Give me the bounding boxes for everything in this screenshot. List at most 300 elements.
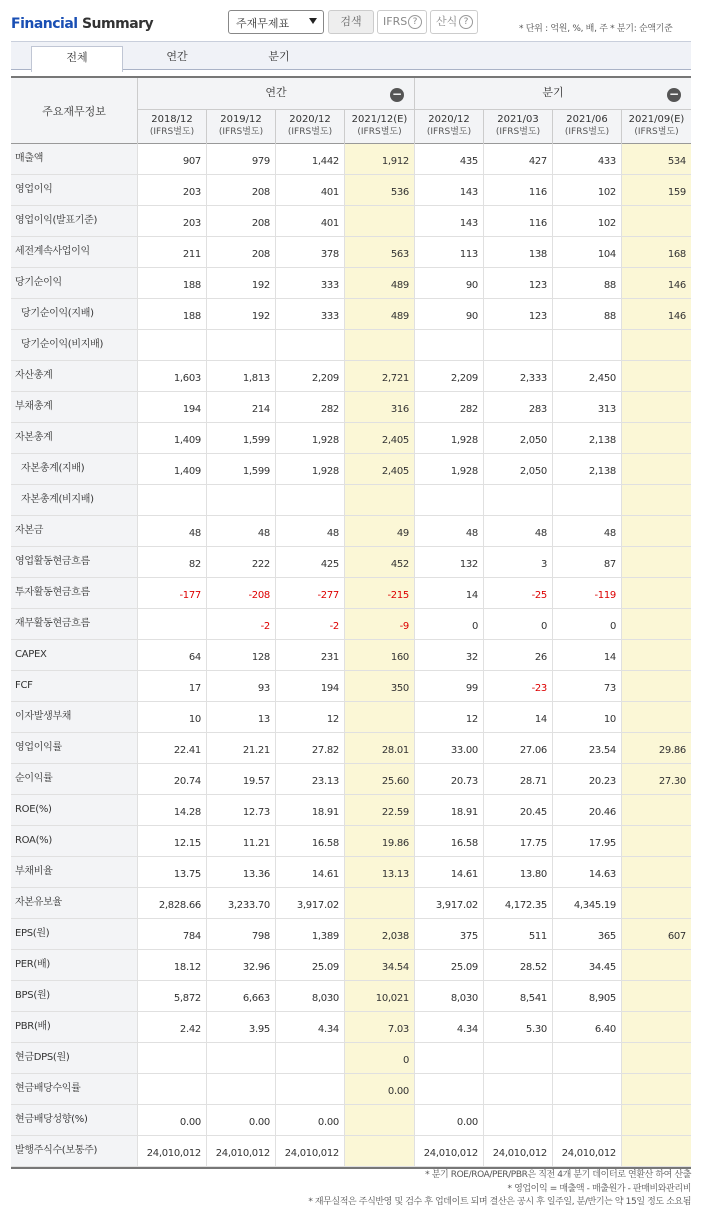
table-cell: 73 bbox=[552, 671, 621, 701]
table-row bbox=[11, 733, 691, 764]
table-cell: 93 bbox=[206, 671, 275, 701]
table-row bbox=[11, 206, 691, 237]
group-quarter-header: 분기 − bbox=[414, 78, 691, 110]
table-cell: 8,030 bbox=[275, 981, 344, 1011]
table-cell: 433 bbox=[552, 144, 621, 174]
table-cell: 2,450 bbox=[552, 361, 621, 391]
table-cell: 123 bbox=[483, 268, 552, 298]
table-cell: -277 bbox=[275, 578, 344, 608]
table-cell: 19.86 bbox=[344, 826, 414, 856]
table-cell: 2,405 bbox=[344, 454, 414, 484]
period-tabs bbox=[11, 41, 691, 70]
table-cell: 8,030 bbox=[414, 981, 483, 1011]
table-cell: 1,928 bbox=[414, 454, 483, 484]
table-cell: 6.40 bbox=[552, 1012, 621, 1042]
row-label: ROA(%) bbox=[11, 826, 137, 856]
table-cell: 132 bbox=[414, 547, 483, 577]
table-cell: 104 bbox=[552, 237, 621, 267]
table-cell: -2 bbox=[206, 609, 275, 639]
table-cell: 33.00 bbox=[414, 733, 483, 763]
table-cell: 14 bbox=[414, 578, 483, 608]
table-cell: 24,010,012 bbox=[275, 1136, 344, 1166]
row-label: 투자활동현금흐름 bbox=[11, 578, 137, 608]
table-cell: 24,010,012 bbox=[206, 1136, 275, 1166]
table-cell: 25.09 bbox=[275, 950, 344, 980]
table-cell: 1,928 bbox=[275, 423, 344, 453]
table-cell: 8,541 bbox=[483, 981, 552, 1011]
table-cell: 49 bbox=[344, 516, 414, 546]
column-header bbox=[275, 110, 344, 144]
table-cell: 14.28 bbox=[137, 795, 206, 825]
table-cell bbox=[552, 485, 621, 515]
row-label: 영업활동현금흐름 bbox=[11, 547, 137, 577]
table-cell: 563 bbox=[344, 237, 414, 267]
table-cell: 10,021 bbox=[344, 981, 414, 1011]
table-cell bbox=[621, 950, 691, 980]
table-cell: 534 bbox=[621, 144, 691, 174]
footnote: * 재무실적은 주식반영 및 검수 후 업데이트 되며 결산은 공시 후 일주일, 분/반기는 약 15일 정도 소요됨 bbox=[308, 1197, 691, 1207]
table-cell: 208 bbox=[206, 175, 275, 205]
table-cell: 0 bbox=[414, 609, 483, 639]
table-cell: 11.21 bbox=[206, 826, 275, 856]
table-cell bbox=[344, 485, 414, 515]
table-row bbox=[11, 1136, 691, 1167]
table-cell: 188 bbox=[137, 299, 206, 329]
table-cell: 113 bbox=[414, 237, 483, 267]
table-cell bbox=[621, 640, 691, 670]
table-cell: 19.57 bbox=[206, 764, 275, 794]
table-cell bbox=[275, 330, 344, 360]
table-cell: 22.59 bbox=[344, 795, 414, 825]
table-cell: 12.73 bbox=[206, 795, 275, 825]
table-cell bbox=[621, 578, 691, 608]
table-cell: 211 bbox=[137, 237, 206, 267]
table-row bbox=[11, 361, 691, 392]
table-cell bbox=[552, 1105, 621, 1135]
table-row bbox=[11, 423, 691, 454]
column-period: 2021/06 bbox=[566, 114, 608, 125]
table-cell: 102 bbox=[552, 206, 621, 236]
row-label: 자본총계(지배) bbox=[11, 454, 137, 484]
table-row bbox=[11, 547, 691, 578]
table-row bbox=[11, 857, 691, 888]
table-cell: 24,010,012 bbox=[137, 1136, 206, 1166]
tab-quarter[interactable]: 분기 bbox=[268, 50, 290, 63]
table-cell: 1,912 bbox=[344, 144, 414, 174]
table-cell: 0 bbox=[344, 1043, 414, 1073]
table-cell: 24,010,012 bbox=[414, 1136, 483, 1166]
table-cell: 18.91 bbox=[414, 795, 483, 825]
table-cell: 3,917.02 bbox=[275, 888, 344, 918]
table-cell: 13.36 bbox=[206, 857, 275, 887]
column-period: 2021/09(E) bbox=[628, 114, 685, 125]
table-cell: 17 bbox=[137, 671, 206, 701]
help-icon[interactable]: ? bbox=[459, 15, 473, 29]
table-cell bbox=[621, 392, 691, 422]
table-cell: 1,599 bbox=[206, 423, 275, 453]
row-label: 영업이익(발표기준) bbox=[11, 206, 137, 236]
table-cell: 425 bbox=[275, 547, 344, 577]
row-label: 당기순이익 bbox=[11, 268, 137, 298]
table-row bbox=[11, 454, 691, 485]
table-cell bbox=[414, 330, 483, 360]
table-row bbox=[11, 1043, 691, 1074]
table-cell bbox=[621, 826, 691, 856]
table-cell: 14.63 bbox=[552, 857, 621, 887]
table-cell: 511 bbox=[483, 919, 552, 949]
table-row bbox=[11, 919, 691, 950]
table-cell: 2,209 bbox=[414, 361, 483, 391]
table-cell: 452 bbox=[344, 547, 414, 577]
table-cell bbox=[621, 1105, 691, 1135]
table-cell bbox=[621, 547, 691, 577]
table-cell: -215 bbox=[344, 578, 414, 608]
table-row bbox=[11, 795, 691, 826]
table-cell: 907 bbox=[137, 144, 206, 174]
table-cell bbox=[483, 485, 552, 515]
column-period: 2021/03 bbox=[497, 114, 539, 125]
table-cell: 90 bbox=[414, 299, 483, 329]
row-label: 자본유보율 bbox=[11, 888, 137, 918]
row-label: 발행주식수(보통주) bbox=[11, 1136, 137, 1166]
row-label: 세전계속사업이익 bbox=[11, 237, 137, 267]
table-row bbox=[11, 640, 691, 671]
table-cell: 26 bbox=[483, 640, 552, 670]
table-cell bbox=[483, 1074, 552, 1104]
table-cell: 2,050 bbox=[483, 423, 552, 453]
table-cell bbox=[483, 1105, 552, 1135]
table-cell: 2,405 bbox=[344, 423, 414, 453]
table-cell: 13.80 bbox=[483, 857, 552, 887]
table-cell: 18.12 bbox=[137, 950, 206, 980]
footnote: * 영업이익 = 매출액 - 매출원가 - 판매비와관리비 bbox=[507, 1183, 691, 1194]
table-cell: 194 bbox=[137, 392, 206, 422]
table-cell bbox=[621, 206, 691, 236]
table-cell: 64 bbox=[137, 640, 206, 670]
table-cell: -23 bbox=[483, 671, 552, 701]
table-cell: 3,233.70 bbox=[206, 888, 275, 918]
row-label: 부채비율 bbox=[11, 857, 137, 887]
table-cell: -208 bbox=[206, 578, 275, 608]
table-cell: 123 bbox=[483, 299, 552, 329]
table-row bbox=[11, 299, 691, 330]
table-cell: -25 bbox=[483, 578, 552, 608]
table-cell: 27.82 bbox=[275, 733, 344, 763]
table-cell: 350 bbox=[344, 671, 414, 701]
table-cell: 12.15 bbox=[137, 826, 206, 856]
column-header bbox=[414, 110, 483, 144]
table-cell: 48 bbox=[206, 516, 275, 546]
table-cell: 138 bbox=[483, 237, 552, 267]
column-header bbox=[552, 110, 621, 144]
table-cell: 20.73 bbox=[414, 764, 483, 794]
table-cell: 160 bbox=[344, 640, 414, 670]
table-cell: 27.06 bbox=[483, 733, 552, 763]
table-cell: -2 bbox=[275, 609, 344, 639]
column-period: 2020/12 bbox=[289, 114, 331, 125]
table-cell: 435 bbox=[414, 144, 483, 174]
table-cell: 14.61 bbox=[275, 857, 344, 887]
table-cell: 4.34 bbox=[275, 1012, 344, 1042]
table-cell: 2,721 bbox=[344, 361, 414, 391]
table-cell bbox=[344, 702, 414, 732]
column-basis: (IFRS별도) bbox=[357, 127, 402, 137]
table-cell: 1,409 bbox=[137, 423, 206, 453]
row-label: 자본총계(비지배) bbox=[11, 485, 137, 515]
table-cell bbox=[621, 516, 691, 546]
table-cell: 489 bbox=[344, 299, 414, 329]
table-cell: 48 bbox=[414, 516, 483, 546]
table-cell: 14 bbox=[483, 702, 552, 732]
table-cell: 2,038 bbox=[344, 919, 414, 949]
table-cell bbox=[137, 1074, 206, 1104]
table-cell: 34.45 bbox=[552, 950, 621, 980]
table-header bbox=[11, 78, 691, 144]
table-cell: 12 bbox=[275, 702, 344, 732]
table-cell bbox=[275, 485, 344, 515]
row-label: CAPEX bbox=[11, 640, 137, 670]
table-cell: 143 bbox=[414, 206, 483, 236]
table-row bbox=[11, 578, 691, 609]
column-header bbox=[621, 110, 691, 144]
table-row bbox=[11, 1105, 691, 1136]
table-cell: 10 bbox=[552, 702, 621, 732]
column-period: 2018/12 bbox=[151, 114, 193, 125]
table-cell: 1,928 bbox=[275, 454, 344, 484]
table-cell bbox=[621, 671, 691, 701]
table-cell bbox=[344, 330, 414, 360]
table-cell: 188 bbox=[137, 268, 206, 298]
row-label: 자본총계 bbox=[11, 423, 137, 453]
table-cell: 798 bbox=[206, 919, 275, 949]
table-cell bbox=[621, 1043, 691, 1073]
table-cell: 401 bbox=[275, 175, 344, 205]
table-cell bbox=[621, 423, 691, 453]
table-cell bbox=[621, 888, 691, 918]
table-cell: 116 bbox=[483, 175, 552, 205]
table-cell: 32 bbox=[414, 640, 483, 670]
formula-button[interactable]: 산식 ? bbox=[430, 10, 478, 34]
table-cell bbox=[206, 330, 275, 360]
table-cell: 203 bbox=[137, 206, 206, 236]
table-cell: 192 bbox=[206, 268, 275, 298]
table-cell bbox=[344, 1136, 414, 1166]
table-row bbox=[11, 268, 691, 299]
column-basis: (IFRS별도) bbox=[218, 127, 264, 137]
table-cell: 28.01 bbox=[344, 733, 414, 763]
table-cell bbox=[137, 1043, 206, 1073]
table-cell: 24,010,012 bbox=[483, 1136, 552, 1166]
table-cell: 146 bbox=[621, 268, 691, 298]
table-cell: 1,603 bbox=[137, 361, 206, 391]
row-label: 현금배당성향(%) bbox=[11, 1105, 137, 1135]
column-period: 2019/12 bbox=[220, 114, 262, 125]
table-cell bbox=[137, 330, 206, 360]
table-row bbox=[11, 888, 691, 919]
table-cell bbox=[621, 609, 691, 639]
table-row bbox=[11, 175, 691, 206]
table-cell: 1,389 bbox=[275, 919, 344, 949]
row-label: PBR(배) bbox=[11, 1012, 137, 1042]
table-cell: 48 bbox=[137, 516, 206, 546]
table-cell: 283 bbox=[483, 392, 552, 422]
table-cell: 3,917.02 bbox=[414, 888, 483, 918]
table-cell: 536 bbox=[344, 175, 414, 205]
column-period: 2020/12 bbox=[428, 114, 470, 125]
table-cell bbox=[621, 454, 691, 484]
help-icon[interactable]: ? bbox=[408, 15, 422, 29]
table-cell: 16.58 bbox=[275, 826, 344, 856]
row-label: FCF bbox=[11, 671, 137, 701]
table-cell: 282 bbox=[414, 392, 483, 422]
table-cell: 90 bbox=[414, 268, 483, 298]
table-cell: 378 bbox=[275, 237, 344, 267]
column-header bbox=[137, 110, 206, 144]
table-cell: 2,138 bbox=[552, 454, 621, 484]
table-cell: 7.03 bbox=[344, 1012, 414, 1042]
footnotes bbox=[308, 1169, 691, 1210]
row-label: EPS(원) bbox=[11, 919, 137, 949]
statement-type-select[interactable]: 주재무제표 bbox=[228, 10, 324, 34]
table-cell: 784 bbox=[137, 919, 206, 949]
table-cell: 25.09 bbox=[414, 950, 483, 980]
search-button[interactable]: 검색 bbox=[328, 10, 374, 34]
table-cell: 0 bbox=[483, 609, 552, 639]
column-basis: (IFRS별도) bbox=[634, 127, 679, 137]
table-cell: 208 bbox=[206, 206, 275, 236]
table-cell: 168 bbox=[621, 237, 691, 267]
table-cell bbox=[344, 1105, 414, 1135]
tab-all[interactable]: 전체 bbox=[31, 46, 123, 72]
table-cell bbox=[206, 485, 275, 515]
table-cell bbox=[621, 1012, 691, 1042]
table-cell: 489 bbox=[344, 268, 414, 298]
table-cell: 316 bbox=[344, 392, 414, 422]
row-label: BPS(원) bbox=[11, 981, 137, 1011]
row-label: ROE(%) bbox=[11, 795, 137, 825]
table-cell: 20.45 bbox=[483, 795, 552, 825]
table-row bbox=[11, 485, 691, 516]
table-cell: 143 bbox=[414, 175, 483, 205]
column-basis: (IFRS별도) bbox=[287, 127, 333, 137]
table-cell: 0.00 bbox=[344, 1074, 414, 1104]
table-cell bbox=[552, 1043, 621, 1073]
table-cell: 4.34 bbox=[414, 1012, 483, 1042]
table-cell: 10 bbox=[137, 702, 206, 732]
table-cell: 375 bbox=[414, 919, 483, 949]
table-cell bbox=[621, 485, 691, 515]
table-row bbox=[11, 330, 691, 361]
table-cell: 88 bbox=[552, 268, 621, 298]
table-row bbox=[11, 764, 691, 795]
table-cell bbox=[621, 857, 691, 887]
table-cell: 2,209 bbox=[275, 361, 344, 391]
table-cell: 87 bbox=[552, 547, 621, 577]
column-basis: (IFRS별도) bbox=[495, 127, 541, 137]
ifrs-button[interactable]: IFRS ? bbox=[377, 10, 427, 34]
table-cell: 194 bbox=[275, 671, 344, 701]
table-cell: 18.91 bbox=[275, 795, 344, 825]
unit-note: * 단위 : 억원, %, 배, 주 * 분기: 순액기준 bbox=[519, 24, 673, 34]
table-cell: 48 bbox=[552, 516, 621, 546]
table-cell: 25.60 bbox=[344, 764, 414, 794]
table-cell bbox=[275, 1043, 344, 1073]
table-cell: 5.30 bbox=[483, 1012, 552, 1042]
table-cell: 979 bbox=[206, 144, 275, 174]
row-label: 당기순이익(지배) bbox=[11, 299, 137, 329]
table-cell: 29.86 bbox=[621, 733, 691, 763]
table-cell bbox=[344, 888, 414, 918]
group-annual-header: 연간 − bbox=[137, 78, 414, 110]
table-cell: 1,409 bbox=[137, 454, 206, 484]
table-cell: 192 bbox=[206, 299, 275, 329]
table-cell: 20.74 bbox=[137, 764, 206, 794]
table-cell: 24,010,012 bbox=[552, 1136, 621, 1166]
table-cell bbox=[621, 361, 691, 391]
table-cell bbox=[621, 1136, 691, 1166]
table-cell bbox=[206, 1043, 275, 1073]
table-row bbox=[11, 950, 691, 981]
table-row bbox=[11, 1012, 691, 1043]
table-cell: 23.13 bbox=[275, 764, 344, 794]
table-cell: 2,333 bbox=[483, 361, 552, 391]
table-cell: 333 bbox=[275, 268, 344, 298]
table-cell: 16.58 bbox=[414, 826, 483, 856]
table-row bbox=[11, 516, 691, 547]
table-row bbox=[11, 1074, 691, 1105]
table-row bbox=[11, 144, 691, 175]
table-cell: 2,050 bbox=[483, 454, 552, 484]
row-label: 자본금 bbox=[11, 516, 137, 546]
table-cell: 20.46 bbox=[552, 795, 621, 825]
table-cell: 48 bbox=[275, 516, 344, 546]
table-cell: 2,138 bbox=[552, 423, 621, 453]
table-cell: 333 bbox=[275, 299, 344, 329]
table-row bbox=[11, 609, 691, 640]
page-title: Financial Summary bbox=[11, 16, 154, 32]
table-cell bbox=[552, 330, 621, 360]
column-header bbox=[483, 110, 552, 144]
table-cell: 365 bbox=[552, 919, 621, 949]
financial-summary-table bbox=[11, 76, 691, 1169]
table-cell: 27.30 bbox=[621, 764, 691, 794]
table-cell: 146 bbox=[621, 299, 691, 329]
column-header bbox=[344, 110, 414, 144]
table-cell bbox=[414, 1074, 483, 1104]
table-cell: 0.00 bbox=[137, 1105, 206, 1135]
table-cell bbox=[206, 1074, 275, 1104]
table-cell bbox=[621, 1074, 691, 1104]
table-cell: 0.00 bbox=[414, 1105, 483, 1135]
table-cell: -9 bbox=[344, 609, 414, 639]
collapse-icon[interactable]: − bbox=[391, 87, 403, 101]
table-cell: 28.71 bbox=[483, 764, 552, 794]
table-cell: 0.00 bbox=[275, 1105, 344, 1135]
table-cell: 88 bbox=[552, 299, 621, 329]
table-cell: 6,663 bbox=[206, 981, 275, 1011]
table-cell: 48 bbox=[483, 516, 552, 546]
tab-annual[interactable]: 연간 bbox=[166, 50, 188, 63]
table-cell: 5,872 bbox=[137, 981, 206, 1011]
collapse-icon[interactable]: − bbox=[668, 87, 680, 101]
table-cell: 401 bbox=[275, 206, 344, 236]
table-cell: 313 bbox=[552, 392, 621, 422]
chevron-down-icon bbox=[309, 18, 317, 24]
table-cell bbox=[275, 1074, 344, 1104]
table-cell: 4,172.35 bbox=[483, 888, 552, 918]
table-cell: 222 bbox=[206, 547, 275, 577]
table-cell: 3.95 bbox=[206, 1012, 275, 1042]
